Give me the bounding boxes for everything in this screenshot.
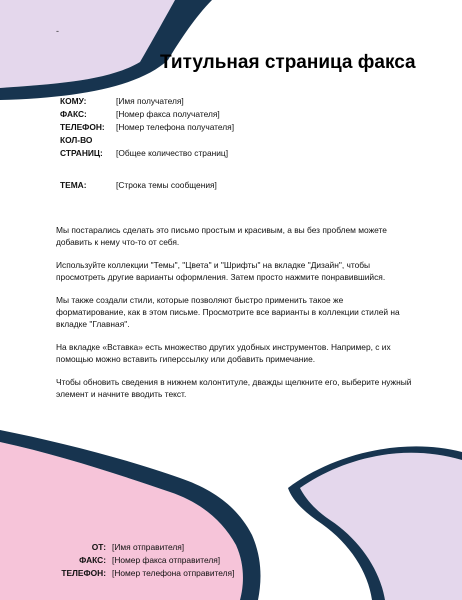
body-paragraph: Чтобы обновить сведения в нижнем колонтитуле, дважды щелкните его, выберите нужный элемент и начните вводить текст.	[56, 377, 412, 399]
field-value[interactable]: [Номер факса отправителя]	[112, 555, 221, 565]
page-title: Титульная страница факса	[160, 52, 416, 73]
header-marker: -	[56, 26, 59, 36]
field-label: ТЕМА:	[60, 180, 87, 190]
field-label: ФАКС:	[79, 555, 106, 565]
field-value[interactable]: [Строка темы сообщения]	[116, 180, 217, 190]
field-label: ФАКС:	[60, 109, 87, 119]
field-value[interactable]: [Номер телефона отправителя]	[112, 568, 235, 578]
field-label: СТРАНИЦ:	[60, 148, 103, 158]
top-lavender-wave	[0, 0, 175, 88]
field-value[interactable]: [Общее количество страниц]	[116, 148, 229, 158]
message-body[interactable]	[56, 224, 412, 411]
field-value[interactable]: [Имя получателя]	[116, 96, 184, 106]
field-label: КОЛ-ВО	[60, 135, 93, 145]
body-paragraph: Мы также создали стили, которые позволяют быстро применить такое же форматирование, как в этом письме. Просмотрите все варианты в коллекции стилей на вкладке "Главная".	[56, 295, 400, 329]
body-paragraph: На вкладке «Вставка» есть множество других удобных инструментов. Например, с их помощью можно вставить гиперссылку или добавить примечание.	[56, 342, 391, 364]
bottom-lavender-wave	[300, 453, 462, 600]
field-value[interactable]: [Имя отправителя]	[112, 542, 185, 552]
body-paragraph: Используйте коллекции "Темы", "Цвета" и "Шрифты" на вкладке "Дизайн", чтобы просмотреть другие варианты оформления. Затем просто нажмите понравившийся.	[56, 260, 386, 282]
field-value[interactable]: [Номер телефона получателя]	[116, 122, 235, 132]
field-label: КОМУ:	[60, 96, 87, 106]
field-label: ТЕЛЕФОН:	[60, 122, 105, 132]
body-paragraph: Мы постарались сделать это письмо простым и красивым, а вы без проблем можете добавить к нему что-то от себя.	[56, 225, 387, 247]
field-label: ОТ:	[91, 542, 106, 552]
field-value[interactable]: [Номер факса получателя]	[116, 109, 220, 119]
field-label: ТЕЛЕФОН:	[61, 568, 106, 578]
